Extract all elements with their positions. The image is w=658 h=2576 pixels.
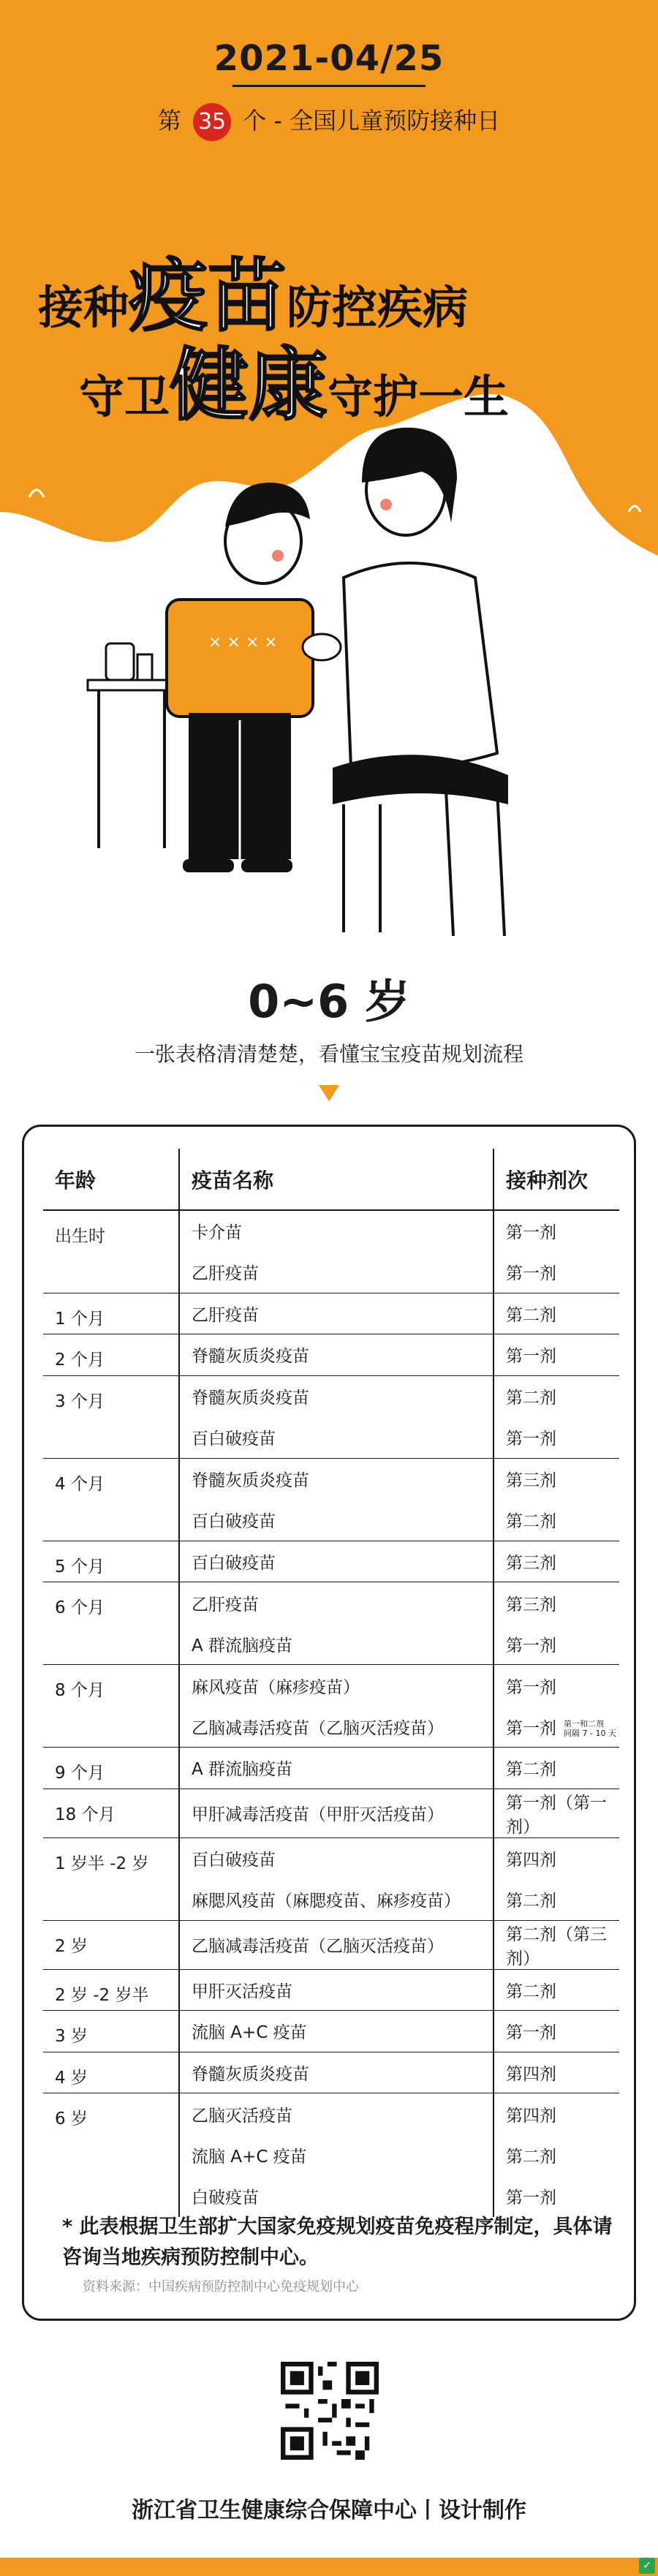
table-body (43, 1210, 619, 2217)
table-row (43, 1293, 619, 1334)
qr-code[interactable] (281, 2362, 379, 2460)
dose-label: 第一剂 (506, 1223, 556, 1243)
vaccine-schedule-card (22, 1125, 636, 2321)
vaccine-cell: 麻风疫苗（麻疹疫苗） (179, 1665, 494, 1707)
vaccine-cell: 流脑 A+C 疫苗 (179, 2134, 494, 2176)
edition-number-badge: 35 (193, 103, 231, 141)
header-age: 年龄 (43, 1149, 179, 1210)
dose-cell (494, 2176, 619, 2218)
dose-label: 第一剂（第一剂） (506, 1793, 607, 1837)
table-row (43, 1375, 619, 1417)
dose-label: 第二剂 (506, 1982, 556, 2001)
vaccine-cell: 卡介苗 (179, 1210, 494, 1252)
dose-label: 第四剂 (506, 2106, 556, 2126)
vaccine-cell: 乙脑减毒活疫苗（乙脑灭活疫苗） (179, 1920, 494, 1969)
vaccine-cell: A 群流脑疫苗 (179, 1748, 494, 1789)
slogan-1-highlight: 疫苗 (129, 250, 287, 342)
vaccine-cell: 乙肝疫苗 (179, 1582, 494, 1624)
age-cell: 4 个月 (43, 1458, 179, 1541)
dose-label: 第三剂 (506, 1471, 556, 1490)
hero-banner (0, 0, 658, 936)
dose-label: 第四剂 (506, 2064, 556, 2084)
table-row (43, 1920, 619, 1969)
dose-cell (494, 1582, 619, 1624)
age-cell: 5 个月 (43, 1541, 179, 1582)
dose-cell (494, 1706, 619, 1748)
dose-cell (494, 2134, 619, 2176)
data-source: 资料来源：中国疾病预防控制中心免疫规划中心 (83, 2279, 359, 2294)
table-row (43, 1969, 619, 2011)
vaccine-cell: 乙脑减毒活疫苗（乙脑灭活疫苗） (179, 1706, 494, 1748)
age-cell: 18 个月 (43, 1789, 179, 1837)
dose-label: 第一剂 (506, 1264, 556, 1283)
dose-label: 第三剂 (506, 1553, 556, 1573)
age-cell: 9 个月 (43, 1748, 179, 1789)
slogan-line-2 (79, 322, 509, 435)
table-row (43, 1837, 619, 1879)
down-arrow-icon (319, 1085, 339, 1101)
dose-cell (494, 1748, 619, 1789)
dose-cell (494, 1623, 619, 1665)
slogan-1b: 防控疾病 (287, 281, 469, 334)
age-cell: 6 个月 (43, 1582, 179, 1665)
age-cell: 2 个月 (43, 1334, 179, 1376)
vaccine-cell: 流脑 A+C 疫苗 (179, 2011, 494, 2052)
dose-label: 第二剂 (506, 2147, 556, 2167)
dose-label: 第二剂（第三剂） (506, 1925, 607, 1968)
vaccine-cell: 百白破疫苗 (179, 1500, 494, 1541)
vaccine-cell: 百白破疫苗 (179, 1417, 494, 1459)
dose-cell (494, 1837, 619, 1879)
dose-label: 第二剂 (506, 1760, 556, 1780)
subtitle-suffix: 个 - 全国儿童预防接种日 (243, 107, 501, 135)
age-cell: 4 岁 (43, 2052, 179, 2093)
event-date: 2021-04/25 (213, 38, 445, 79)
table-row (43, 1458, 619, 1500)
vaccine-cell: 甲肝减毒活疫苗（甲肝灭活疫苗） (179, 1789, 494, 1837)
age-cell: 2 岁 -2 岁半 (43, 1969, 179, 2011)
header-dose: 接种剂次 (494, 1149, 619, 1210)
age-cell: 3 个月 (43, 1375, 179, 1458)
subtitle-prefix: 第 (157, 107, 181, 135)
table-row (43, 2093, 619, 2135)
vaccine-cell: 脊髓灰质炎疫苗 (179, 1334, 494, 1376)
age-cell: 2 岁 (43, 1920, 179, 1969)
dose-label: 第一剂 (506, 1677, 556, 1697)
vaccine-schedule-table (43, 1149, 619, 2217)
table-row (43, 1665, 619, 1707)
dose-cell (494, 2011, 619, 2052)
dose-label: 第一剂 (506, 1718, 556, 1738)
dose-cell (494, 1665, 619, 1707)
dose-cell (494, 2093, 619, 2135)
age-range-title: 0~6 岁 (248, 975, 410, 1028)
vaccine-cell: 乙脑灭活疫苗 (179, 2093, 494, 2135)
dose-label: 第二剂 (506, 1305, 556, 1325)
age-cell: 1 岁半 -2 岁 (43, 1837, 179, 1920)
table-row (43, 1334, 619, 1376)
table-row (43, 1582, 619, 1624)
check-icon: ✓ (639, 2558, 655, 2574)
vaccine-cell: 甲肝灭活疫苗 (179, 1969, 494, 2011)
dose-label: 第一剂 (506, 2023, 556, 2043)
table-header-row (43, 1149, 619, 1210)
age-cell: 1 个月 (43, 1293, 179, 1334)
dose-label: 第一剂 (506, 2188, 556, 2208)
dose-cell (494, 1293, 619, 1334)
footnote: * 此表根据卫生部扩大国家免疫规划疫苗免疫程序制定，具体请咨询当地疾病预防控制中心。 (62, 2216, 613, 2269)
dose-cell (494, 1920, 619, 1969)
table-row (43, 2052, 619, 2093)
interval-note-line-2: 间隔 7 - 10 天 (564, 1729, 616, 1738)
dose-label: 第一剂 (506, 1636, 556, 1655)
dose-label: 第二剂 (506, 1892, 556, 1911)
slogan-1a: 接种 (38, 281, 129, 334)
vaccine-cell: 乙肝疫苗 (179, 1293, 494, 1334)
dose-cell (494, 1417, 619, 1459)
bottom-accent-bar (0, 2558, 658, 2576)
dose-cell (494, 1789, 619, 1837)
vaccine-cell: 百白破疫苗 (179, 1541, 494, 1582)
interval-note-line-1: 第一和二剂 (564, 1719, 604, 1729)
vaccine-cell: 百白破疫苗 (179, 1837, 494, 1879)
slogan-2b: 守护一生 (328, 370, 510, 423)
table-row (43, 1210, 619, 1252)
table-row (43, 1541, 619, 1582)
dose-cell (494, 1334, 619, 1376)
interval-note (564, 1719, 616, 1738)
dose-label: 第一剂 (506, 1347, 556, 1367)
dose-label: 第二剂 (506, 1389, 556, 1408)
table-row (43, 1748, 619, 1789)
vaccine-cell: 白破疫苗 (179, 2176, 494, 2218)
age-cell: 出生时 (43, 1210, 179, 1293)
dose-cell (494, 1541, 619, 1582)
slogan-2-highlight: 健康 (170, 339, 328, 431)
slogan-2a: 守卫 (79, 370, 170, 423)
maker-credit: 浙江省卫生健康综合保障中心丨设计制作 (132, 2498, 526, 2523)
header-vaccine: 疫苗名称 (179, 1149, 494, 1210)
age-cell: 3 岁 (43, 2011, 179, 2052)
age-cell: 8 个月 (43, 1665, 179, 1748)
dose-cell (494, 1252, 619, 1293)
vaccine-cell: 麻腮风疫苗（麻腮疫苗、麻疹疫苗） (179, 1879, 494, 1921)
vaccine-cell: 脊髓灰质炎疫苗 (179, 1458, 494, 1500)
date-underline (232, 85, 426, 87)
intro-description: 一张表格清清楚楚，看懂宝宝疫苗规划流程 (134, 1042, 523, 1066)
svg-text:× × × ×: × × × × (208, 633, 278, 651)
vaccine-cell: A 群流脑疫苗 (179, 1623, 494, 1665)
dose-cell (494, 1458, 619, 1500)
table-row (43, 2011, 619, 2052)
dose-cell (494, 1210, 619, 1252)
vaccine-cell: 脊髓灰质炎疫苗 (179, 1375, 494, 1417)
dose-cell (494, 1500, 619, 1541)
dose-cell (494, 1879, 619, 1921)
event-subtitle (0, 102, 658, 141)
dose-label: 第三剂 (506, 1595, 556, 1614)
vaccine-cell: 脊髓灰质炎疫苗 (179, 2052, 494, 2093)
table-row (43, 1789, 619, 1837)
vaccine-cell: 乙肝疫苗 (179, 1252, 494, 1293)
dose-label: 第一剂 (506, 1429, 556, 1448)
dose-label: 第四剂 (506, 1851, 556, 1870)
dose-cell (494, 1375, 619, 1417)
dose-cell (494, 2052, 619, 2093)
dose-label: 第二剂 (506, 1512, 556, 1531)
dose-cell (494, 1969, 619, 2011)
age-cell: 6 岁 (43, 2093, 179, 2218)
